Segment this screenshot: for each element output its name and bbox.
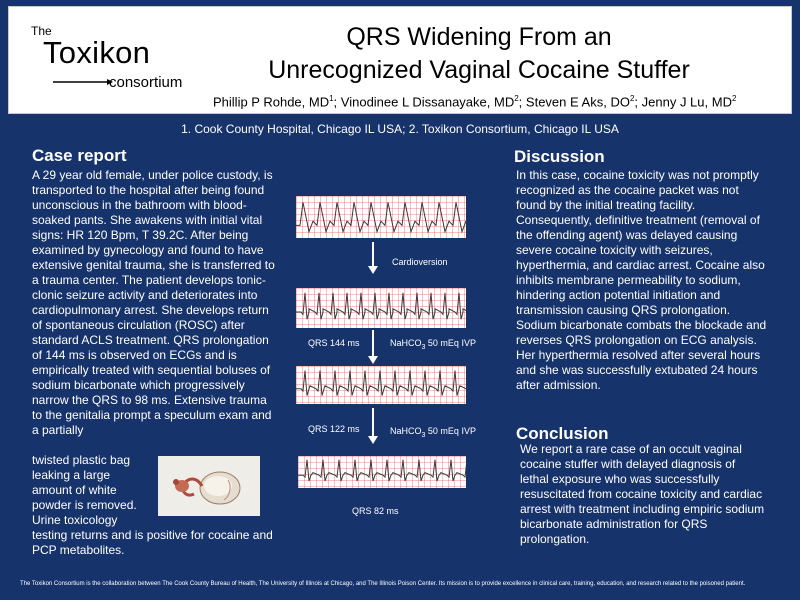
title-line-1: QRS Widening From an [346,23,612,51]
ecg-trace [296,366,466,404]
poster-title [239,21,719,87]
poster-header [8,6,792,114]
author-sep: ; [518,94,526,110]
author-affil-sup: 2 [514,94,519,103]
ecg-strip-2 [296,288,466,328]
author-affil-sup: 2 [629,94,635,103]
author-name: Jenny J Lu, MD [641,94,732,110]
author-name: Steven E Aks, DO [525,94,630,110]
qrs-122-label: QRS 122 ms [308,424,360,434]
drug-dose: 50 mEq IVP [425,338,476,348]
author-affil-sup: 2 [731,94,737,103]
logo-toxikon-text: Toxikon [43,35,151,70]
title-line-2: Unrecognized Vaginal Cocaine Stuffer [268,56,690,84]
conclusion-heading: Conclusion [516,424,609,443]
ecg-trace [296,196,466,238]
arrow-down-icon [368,356,378,364]
qrs-82-label: QRS 82 ms [352,506,399,516]
bicarb-dose-label-2 [390,426,476,439]
case-report-text-end: testing returns and is positive for cocaine and PCP metabolites. [32,528,273,557]
logo-consortium-text: consortium [109,74,183,91]
ecg-strip-4 [298,456,466,488]
ecg-trace [298,456,466,488]
flow-arrow [372,408,374,438]
drug-name: NaHCO [390,426,422,436]
footer-note: The Toxikon Consortium is the collaboration between The Cook County Bureau of Health, The University of Illinois at Chicago, and The Illinois Poison Center. Its mission is to provide excellence in clinical care, training, education, and research related to the poisoned patient. [20,581,746,587]
case-report-heading: Case report [32,146,127,165]
discussion-heading: Discussion [514,147,605,166]
case-report-text: A 29 year old female, under police custody, is transported to the hospital after being found unconscious in the bathroom with blood-soaked pants. She awakens with initial vital signs: HR 120 Bpm, T 39.2C. After being examined by gynecology and found to have extensive genital trauma, she is transferred to a trauma center. The patient develops tonic-clonic seizure activity and deteriorates into cardiopulmonary arrest. She develops return of spontaneous circulation (ROSC) after standard ACLS treatment. QRS prolongation of 144 ms is observed on ECGs and is empirically treated with sequential boluses of sodium bicarbonate which progressively narrow the QRS to 98 ms. Extensive trauma to the genitalia prompt a speculum exam and a partially [32,168,275,437]
bicarb-dose-label-1 [390,338,476,351]
author-sep: ; [634,94,642,110]
arrow-down-icon [368,436,378,444]
logo-the-text: The [31,24,52,38]
drug-dose: 50 mEq IVP [425,426,476,436]
ecg-strip-1 [296,196,466,238]
author-sep: ; [333,94,341,110]
logo-arrow-icon [53,78,113,86]
discussion-text: In this case, cocaine toxicity was not promptly recognized as the cocaine packet was not found by the initial treating facility. Consequently, definitive treatment (removal of the offending agent) was delayed causing severe cocaine toxicity with seizures, hyperthermia, and cardiac arrest. Cocaine also inhibits membrane permeability to sodium, hindering action potential initiation and transmission causing QRS prolongation. Sodium bicarbonate combats the blockade and reverses QRS prolongation on ECG analysis. Her hyperthermia resolved after several hours and she was successfully extubated 24 hours after admission. [516,168,767,392]
conclusion-text: We report a rare case of an occult vaginal cocaine stuffer with delayed diagnosis of lethal exposure who was successfully resuscitated from cocaine toxicity and cardiac arrest with treatment including empiric sodium bicarbonate administration for QRS prolongation. [520,442,765,546]
ecg-trace [296,288,466,328]
author-name: Phillip P Rohde, MD [213,94,330,110]
specimen-photo [158,456,260,516]
drug-name: NaHCO [390,338,422,348]
case-report-text-narrow: twisted plastic bag leaking a large amount of white powder is removed. Urine toxicology [32,453,137,527]
author-list [213,94,793,109]
arrow-down-icon [368,266,378,274]
drug-subscript: 3 [421,343,426,351]
drug-subscript: 3 [421,431,426,439]
author-affil-sup: 1 [329,94,334,103]
ecg-strip-3 [296,366,466,404]
qrs-144-label: QRS 144 ms [308,338,360,348]
flow-arrow [372,242,374,268]
affiliations: 1. Cook County Hospital, Chicago IL USA; 2. Toxikon Consortium, Chicago IL USA [181,122,619,136]
author-name: Vinodinee L Dissanayake, MD [340,94,515,110]
flow-arrow [372,330,374,358]
cardioversion-label: Cardioversion [392,257,448,267]
plastic-bag-illustration [158,456,260,516]
